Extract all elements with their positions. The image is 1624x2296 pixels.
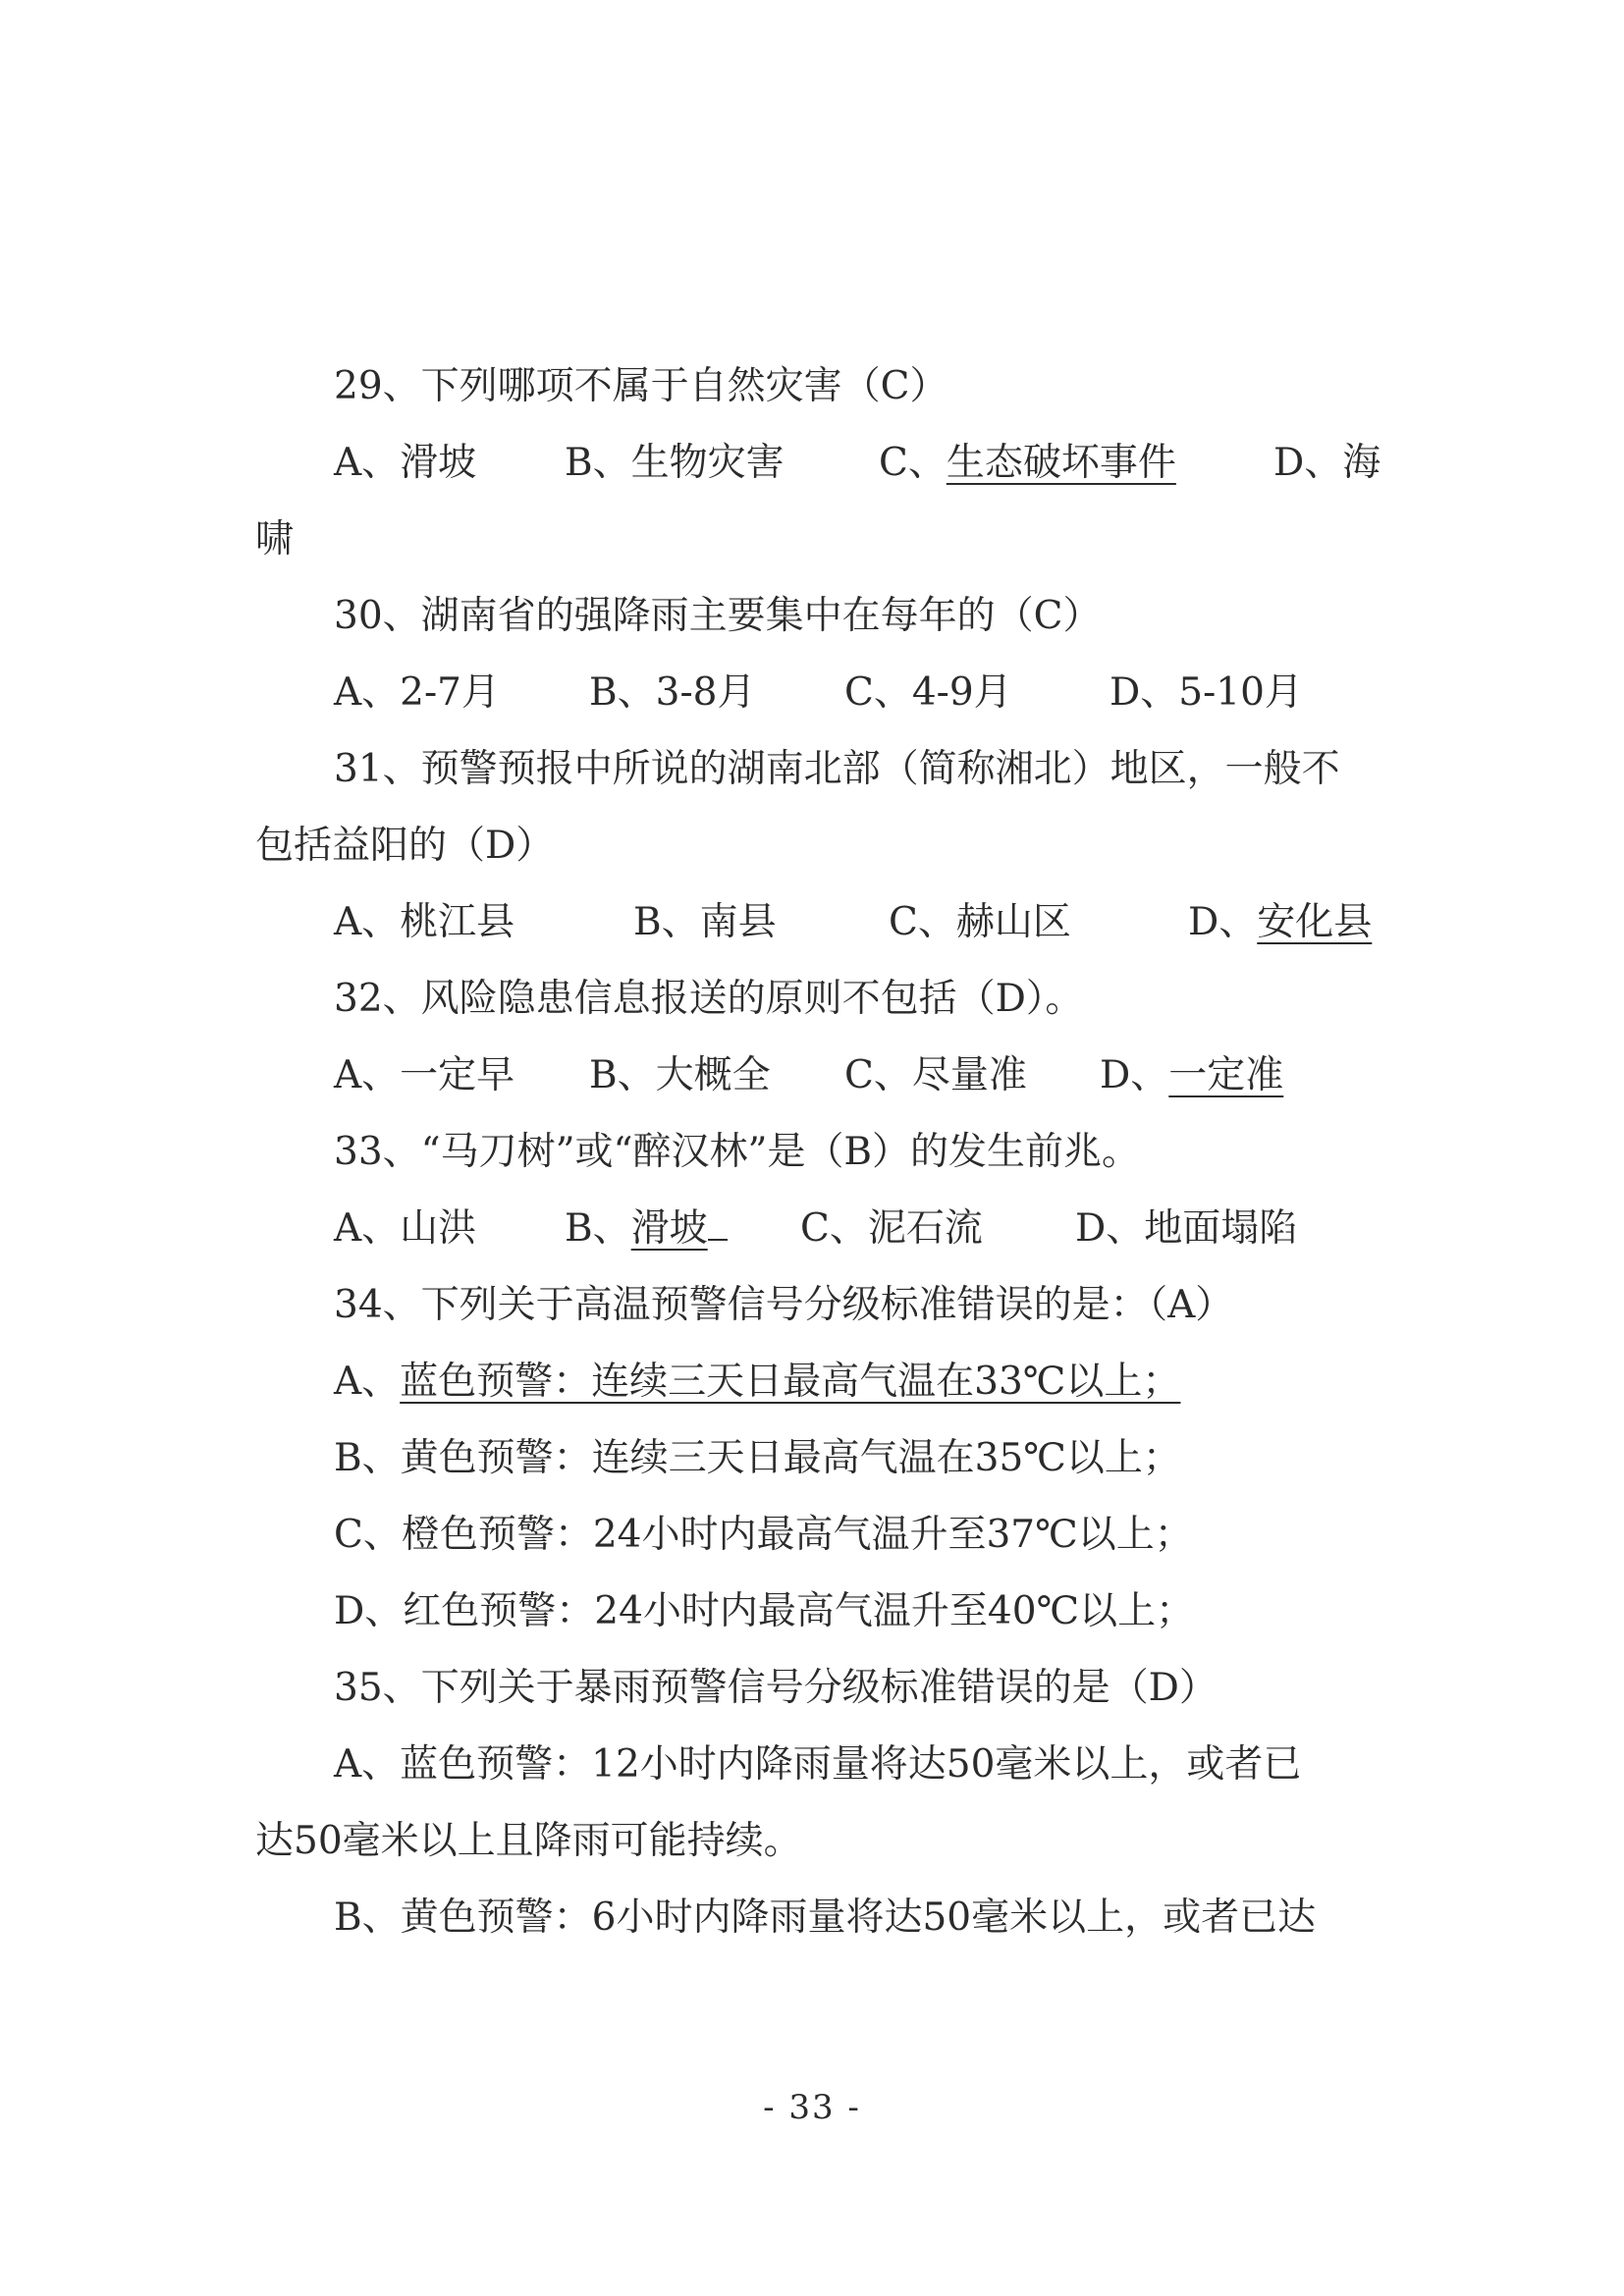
option-a: A、一定早 <box>334 1053 515 1097</box>
question-29-stem: 29、下列哪项不属于自然灾害（C） <box>334 364 948 408</box>
question-34-option-c: C、橙色预警：24小时内最高气温升至37℃以上； <box>334 1513 1193 1557</box>
option-a: A、山洪 <box>334 1206 477 1251</box>
option-d: D、一定准 <box>1100 1053 1284 1097</box>
question-list <box>255 348 1384 1956</box>
answer-highlight: 滑坡 <box>630 1206 708 1251</box>
question-32-options <box>255 1038 1384 1114</box>
question-35-stem: 35、下列关于暴雨预警信号分级标准错误的是（D） <box>334 1666 1218 1710</box>
question-31-options <box>255 884 1384 961</box>
question-35-option-a-line2: 达50毫米以上且降雨可能持续。 <box>255 1819 802 1863</box>
page-number: - 33 - <box>763 2088 861 2127</box>
question-31-stem-line1: 31、预警预报中所说的湖南北部（简称湘北）地区，一般不 <box>334 747 1340 791</box>
option-d: D、地面塌陷 <box>1075 1206 1298 1251</box>
option-c: C、尽量准 <box>844 1053 1027 1097</box>
question-35-option-a-line1: A、蓝色预警：12小时内降雨量将达50毫米以上，或者已 <box>334 1742 1302 1787</box>
option-d: D、安化县 <box>1188 900 1373 944</box>
option-b: B、大概全 <box>589 1053 771 1097</box>
question-30-options <box>255 655 1384 731</box>
question-34-option-b: B、黄色预警：连续三天日最高气温在35℃以上； <box>334 1436 1181 1480</box>
question-31-stem-line2: 包括益阳的（D） <box>255 824 555 868</box>
question-35-option-b-line1: B、黄色预警：6小时内降雨量将达50毫米以上，或者已达 <box>334 1896 1317 1940</box>
option-c: C、生态破坏事件 <box>879 441 1176 485</box>
question-32-stem: 32、风险隐患信息报送的原则不包括（D）。 <box>334 977 1084 1021</box>
option-a: A、桃江县 <box>334 900 515 944</box>
answer-highlight: 生态破坏事件 <box>946 441 1176 485</box>
option-a: A、2-7月 <box>334 670 500 715</box>
option-a: A、滑坡 <box>334 441 477 485</box>
question-29-continuation: 啸 <box>255 517 295 561</box>
option-d: D、5-10月 <box>1110 670 1303 715</box>
question-34-option-a: A、蓝色预警：连续三天日最高气温在33℃以上； <box>334 1360 1181 1404</box>
option-b: B、生物灾害 <box>565 441 785 485</box>
option-c: C、赫山区 <box>889 900 1071 944</box>
question-29-options <box>255 425 1384 502</box>
answer-highlight: 一定准 <box>1168 1053 1284 1097</box>
option-c: C、4-9月 <box>844 670 1012 715</box>
question-30-stem: 30、湖南省的强降雨主要集中在每年的（C） <box>334 594 1102 638</box>
option-b: B、3-8月 <box>589 670 756 715</box>
option-c: C、泥石流 <box>800 1206 983 1251</box>
answer-highlight: 蓝色预警：连续三天日最高气温在33℃以上； <box>400 1360 1181 1404</box>
question-34-option-d: D、红色预警：24小时内最高气温升至40℃以上； <box>334 1589 1195 1633</box>
option-d: D、海 <box>1273 441 1381 485</box>
question-34-stem: 34、下列关于高温预警信号分级标准错误的是：（A） <box>334 1283 1234 1327</box>
question-33-options <box>255 1191 1384 1267</box>
option-b: B、滑坡 <box>565 1191 800 1267</box>
option-b: B、南县 <box>633 900 777 944</box>
question-33-stem: 33、“马刀树”或“醉汉林”是（B）的发生前兆。 <box>334 1130 1141 1174</box>
answer-highlight: 安化县 <box>1257 900 1373 944</box>
